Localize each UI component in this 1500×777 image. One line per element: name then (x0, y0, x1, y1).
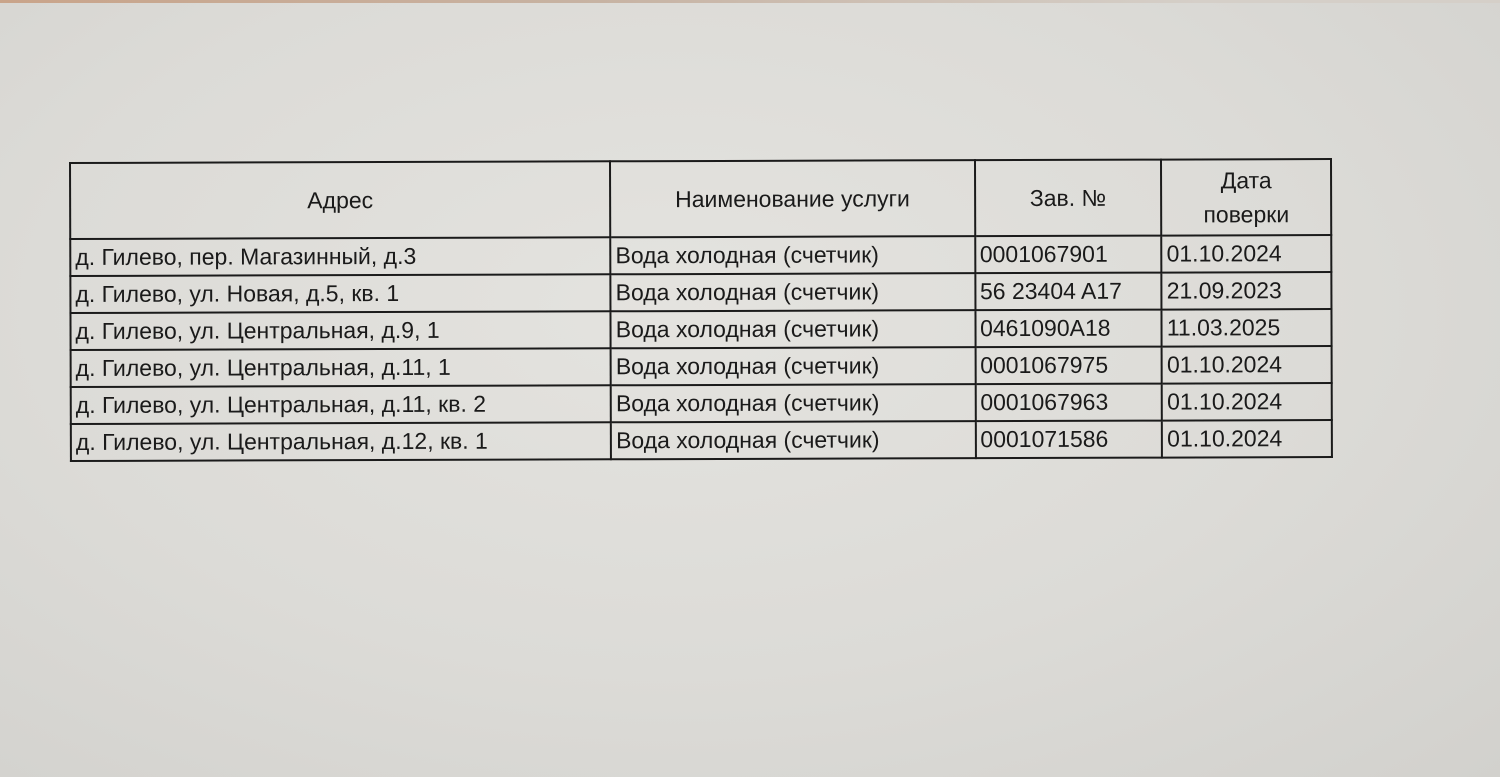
table-row (71, 346, 1332, 387)
cell-address: д. Гилево, ул. Центральная, д.11, кв. 2 (71, 385, 611, 424)
cell-serial: 0001067901 (975, 236, 1162, 274)
cell-serial: 56 23404 A17 (975, 273, 1162, 311)
table-row (71, 383, 1332, 424)
cell-serial: 0001071586 (975, 421, 1162, 459)
cell-serial: 0001067963 (975, 384, 1162, 422)
cell-date: 01.10.2024 (1162, 346, 1332, 384)
cell-date: 01.10.2024 (1162, 235, 1332, 273)
cell-date: 01.10.2024 (1162, 420, 1332, 458)
header-date-line2: поверки (1203, 201, 1290, 228)
meters-table (69, 158, 1333, 462)
table-header-row (70, 159, 1331, 239)
header-serial: Зав. № (975, 160, 1162, 237)
table-row (71, 420, 1332, 461)
cell-address: д. Гилево, ул. Центральная, д.12, кв. 1 (71, 422, 611, 461)
cell-service: Вода холодная (счетчик) (610, 236, 974, 274)
paper-top-edge (0, 0, 1500, 3)
cell-date: 01.10.2024 (1162, 383, 1332, 421)
table-row (70, 272, 1331, 313)
cell-service: Вода холодная (счетчик) (611, 273, 975, 311)
cell-service: Вода холодная (счетчик) (611, 384, 975, 422)
cell-date: 21.09.2023 (1162, 272, 1332, 310)
cell-date: 11.03.2025 (1162, 309, 1332, 347)
table-row (70, 309, 1331, 350)
header-address: Адрес (70, 161, 610, 239)
cell-address: д. Гилево, ул. Центральная, д.11, 1 (71, 348, 611, 387)
header-service: Наименование услуги (610, 160, 975, 237)
header-verification-date (1161, 159, 1331, 236)
cell-service: Вода холодная (счетчик) (611, 310, 975, 348)
cell-address: д. Гилево, ул. Центральная, д.9, 1 (70, 311, 610, 350)
header-date-line1: Дата (1220, 167, 1272, 194)
cell-serial: 0001067975 (975, 347, 1162, 385)
cell-service: Вода холодная (счетчик) (611, 421, 975, 459)
cell-address: д. Гилево, ул. Новая, д.5, кв. 1 (70, 274, 610, 313)
table-row (70, 235, 1331, 276)
cell-serial: 0461090A18 (975, 310, 1162, 348)
cell-address: д. Гилево, пер. Магазинный, д.3 (70, 237, 610, 276)
cell-service: Вода холодная (счетчик) (611, 347, 975, 385)
